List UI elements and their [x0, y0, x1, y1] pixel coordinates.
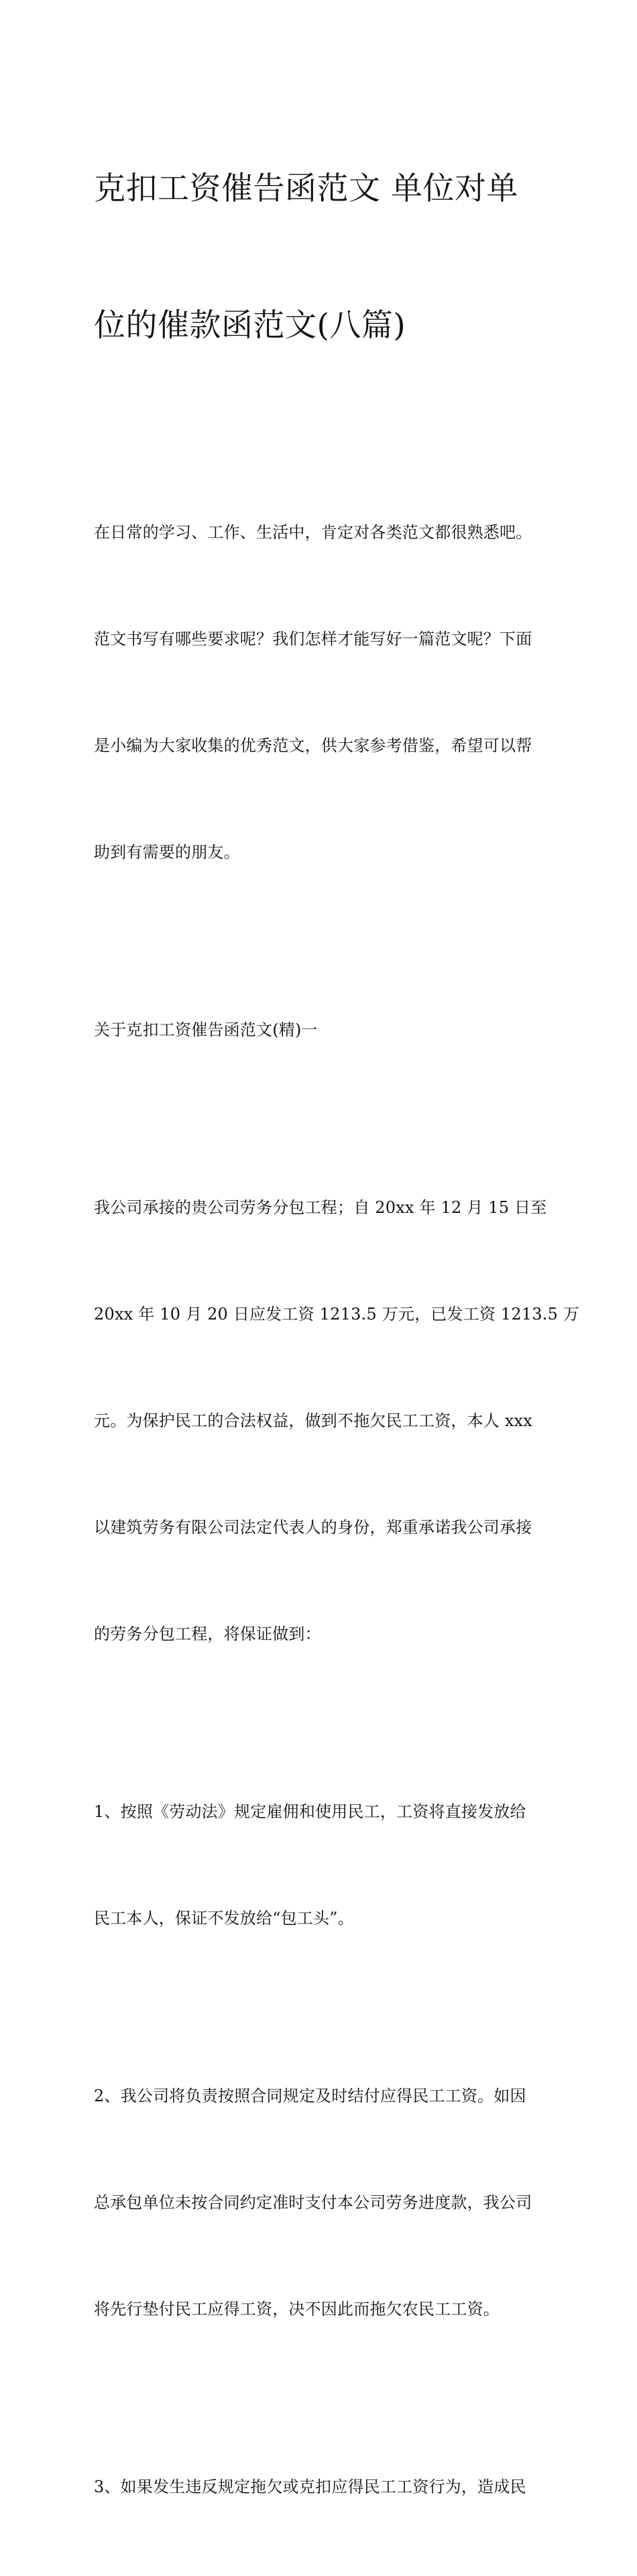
intro-line: 是小编为大家收集的优秀范文，供大家参考借鉴，希望可以帮 — [94, 736, 532, 755]
intro-line: 助到有需要的朋友。 — [94, 843, 240, 862]
list-item-line: 1、按照《劳动法》规定雇佣和使用民工，工资将直接发放给 — [94, 1802, 526, 1821]
list-item-1 — [94, 1723, 550, 2007]
intro-paragraph — [94, 444, 550, 941]
section-heading-text: 关于克扣工资催告函范文(精)一 — [94, 1020, 318, 1039]
body-line: 的劳务分包工程，将保证做到： — [94, 1625, 321, 1643]
body-paragraph — [94, 1119, 580, 1723]
document-content — [94, 75, 580, 2576]
document-title — [94, 75, 550, 440]
list-item-line: 2、我公司将负责按照合同规定及时结付应得民工工资。如因 — [94, 2087, 526, 2105]
intro-line: 在日常的学习、工作、生活中，肯定对各类范文都很熟悉吧。 — [94, 523, 532, 542]
list-item-line: 总承包单位未按合同约定准时支付本公司劳务进度款，我公司 — [94, 2193, 532, 2212]
list-item-3 — [94, 2398, 550, 2576]
title-line: 位的催款函范文(八篇) — [94, 307, 406, 344]
title-line: 克扣工资催告函范文 单位对单 — [94, 170, 518, 207]
intro-line: 范文书写有哪些要求呢？我们怎样才能写好一篇范文呢？下面 — [94, 630, 532, 648]
body-line: 以建筑劳务有限公司法定代表人的身份，郑重承诺我公司承接 — [94, 1518, 532, 1537]
list-item-line: 将先行垫付民工应得工资，决不因此而拖欠农民工工资。 — [94, 2300, 500, 2319]
list-item-line: 3、如果发生违反规定拖欠或克扣应得民工工资行为，造成民 — [94, 2477, 526, 2496]
body-line: 我公司承接的贵公司劳务分包工程；自 20xx 年 12 月 15 日至 — [94, 1198, 547, 1217]
list-item-line: 民工本人，保证不发放给“包工头”。 — [94, 1909, 354, 1928]
section-heading — [94, 941, 550, 1119]
body-line: 20xx 年 10 月 20 日应发工资 1213.5 万元，已发工资 1213.5 万 — [94, 1305, 580, 1324]
list-item-2 — [94, 2007, 550, 2398]
body-line: 元。为保护民工的合法权益，做到不拖欠民工工资，本人 xxx — [94, 1411, 533, 1430]
